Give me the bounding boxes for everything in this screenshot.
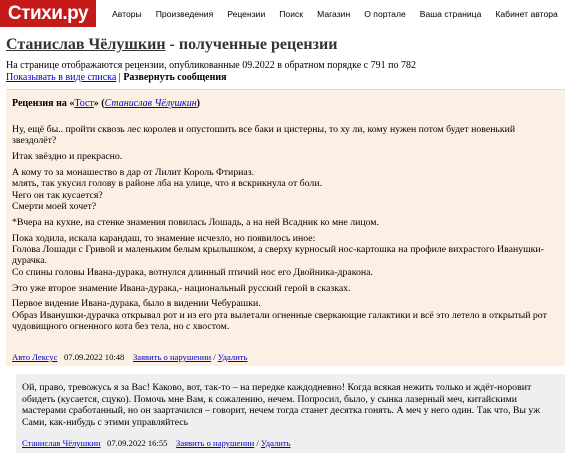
nav-about[interactable]: О портале [364,8,406,19]
view-options [6,72,416,84]
review-footer-author-link[interactable]: Авто Лексус [12,352,58,362]
review-paragraph: *Вчера на кухне, на стенке знамения повилась Лошадь, а на ней Всадник ко мне лицом. [12,216,379,228]
review-paragraph: Это уже второе знамение Ивана-дурака,- национальный русский герой в сказках. [12,282,351,294]
answer-author-link[interactable]: Станислав Чёлушкин [22,438,101,448]
report-violation-link[interactable]: Заявить о нарушении [132,352,212,362]
nav-authors[interactable]: Авторы [112,8,142,19]
review-paragraph: Ну, ещё бы.. пройти сквозь лес королев и опустошить все баки и цистерны, то ху ли, кому нужен потом будет новенький звездолёт? [12,124,516,147]
nav-search[interactable]: Поиск [279,8,304,19]
review-author-link[interactable]: Станислав Чёлушкин [104,98,197,109]
answer-delete-link[interactable]: Удалить [260,438,291,448]
nav-your-page[interactable]: Ваша страница [419,8,482,19]
nav-author-cabinet[interactable]: Кабинет автора [495,8,558,19]
site-logo[interactable]: Стихи.ру [0,0,96,27]
footer-separator: / [211,352,218,362]
top-bar [0,0,567,27]
review-prefix: Рецензия на « [12,98,75,109]
nav-shop[interactable]: Магазин [317,8,351,19]
answer-report-violation-link[interactable]: Заявить о нарушении [176,438,255,448]
answer-footer [22,438,291,448]
nav-works[interactable]: Произведения [155,8,214,19]
review-footer [12,352,247,362]
review-paragraph: Итак звёздно и прекрасно. [12,151,123,163]
page-title-rest: - полученные рецензии [165,36,338,53]
answer-block [16,374,565,453]
main-nav [112,0,558,27]
view-separator: | [116,72,124,83]
review-header [12,98,200,109]
review-block [6,89,565,366]
info-line: На странице отображаются рецензии, опубликованные 09.2022 в обратном порядке с 791 по 782 [6,60,416,71]
review-mid: » ( [93,98,105,109]
review-paragraph: Пока ходила, искала карандаш, то знамение исчезло, но появилось иное: Голова Лошади с Гривой и маленьким белым крылышком, а сверху курносый нос-картошка на профиле вихрастого Иванушки-дурачка. Со спины головы Ивана-дурака, вотнулся длинный птичий нос его Двойника-дракона. [12,232,544,278]
review-paragraph: А кому то за монашество в дар от Лилит Король Фтириаз. млять, так укусил голову в районе лба на улице, что я вскрикнула от боли. Чего он так кусается? Смерти моей хочет? [12,167,323,212]
answer-body: Ой, право, тревожусь я за Вас! Каково, вот, так-то – на передке каждодневно! Когда всякая нежить только и ждёт-норовит обидеть (кусается, сцуко). Помочь мне Вам, к сожалению, нечем. Попросил, было, у сынка лазерный меч, китайскими мастерами сработанный, но он заартачился – говорит, нечем тогда станет десятка гонять. А меч у него один. Так что, Вы уж Сами, как-нибудь с этими управляйтесь [22,382,540,428]
page-title-author-link[interactable]: Станислав Чёлушкин [6,36,166,53]
expand-messages-label: Развернуть сообщения [123,72,227,83]
page-title [6,36,337,54]
review-body [12,124,557,337]
nav-reviews[interactable]: Рецензии [227,8,266,19]
answer-date: 07.09.2022 16:55 [107,438,168,448]
review-work-link[interactable]: Тост [74,98,94,109]
review-paragraph: Первое видение Ивана-дурака, было в видении Чебурашки. Образ Иванушки-дурачка открывал рот и из его рта вылетали огненные сверкающие галактики и всё это летело в открытый рот чудовищного огненного кота без тела, но с хвостом. [12,298,547,333]
answer-footer-separator: / [254,438,261,448]
show-as-list-link[interactable]: Показывать в виде списка [6,72,117,83]
review-suffix: ) [196,98,201,109]
review-date: 07.09.2022 10:48 [63,352,125,362]
page-info [6,60,416,84]
delete-link[interactable]: Удалить [217,352,248,362]
